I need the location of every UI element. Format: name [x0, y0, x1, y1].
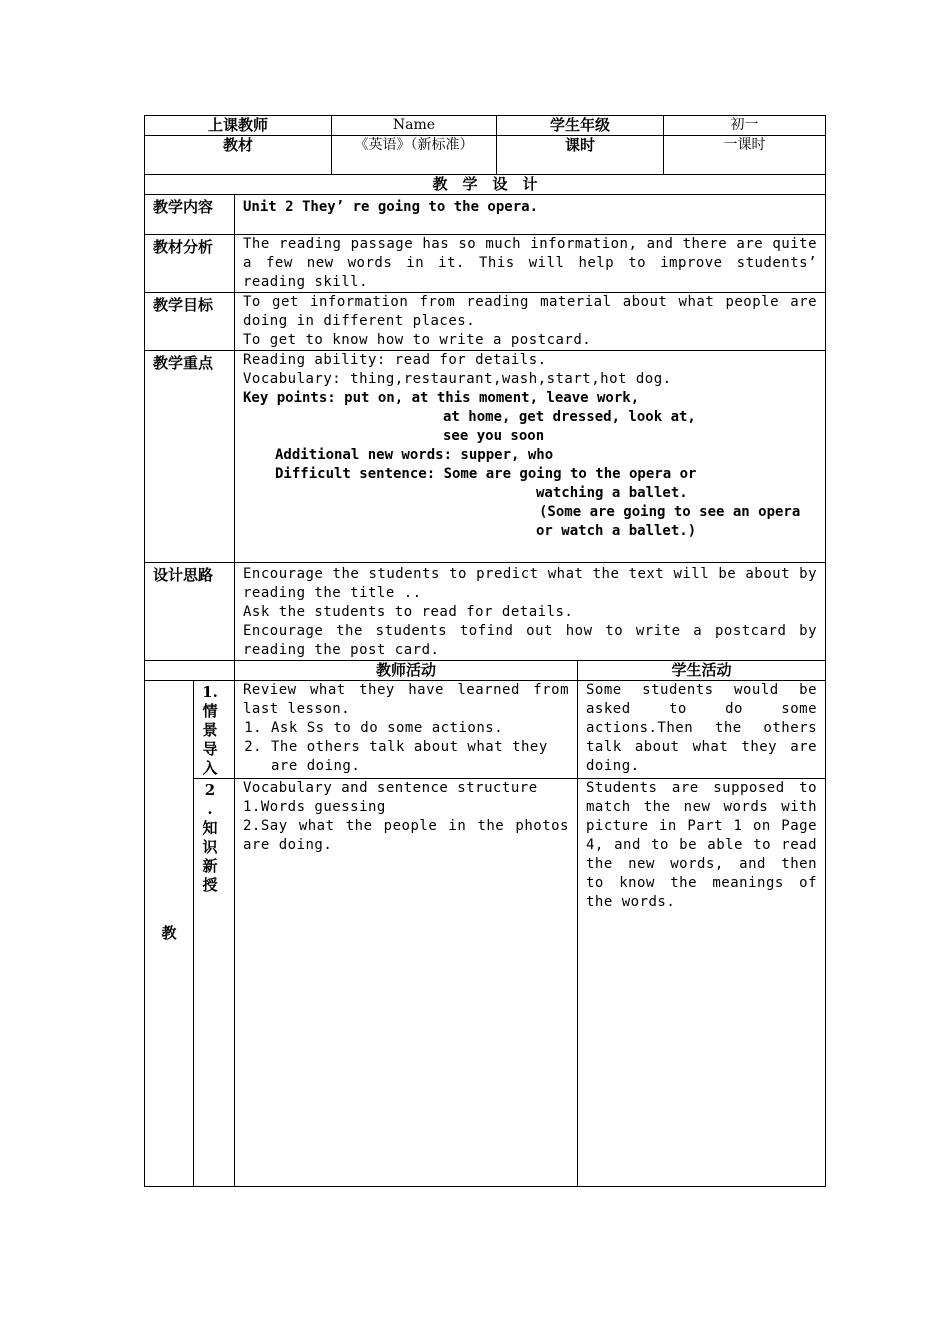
- key-line: at home, get dressed, look at,: [443, 409, 696, 425]
- period-label: 课时: [497, 136, 664, 175]
- step-label-char: 导: [202, 740, 218, 758]
- key-line: Additional new words: supper, who: [275, 447, 554, 463]
- objective-line: To get to know how to write a postcard.: [243, 332, 592, 348]
- teacher-value: Name: [332, 116, 497, 136]
- key-line: watching a ballet.: [536, 485, 688, 501]
- step-label-char: 新: [202, 857, 218, 875]
- design-idea-label: 设计思路: [145, 563, 235, 661]
- step-label-char: 2: [204, 781, 216, 799]
- content-row: [145, 195, 826, 235]
- step-row-1: [145, 681, 826, 779]
- key-line: Vocabulary: thing,restaurant,wash,start,hot dog.: [243, 371, 672, 387]
- design-title-row: [145, 175, 826, 195]
- step-label-char: 情: [202, 702, 218, 720]
- analysis-label: 教材分析: [145, 235, 235, 293]
- key-points-text: [235, 351, 826, 563]
- step-label-char: 景: [202, 721, 218, 739]
- step-label-char: 知: [202, 819, 218, 837]
- idea-line: Ask the students to read for details.: [243, 604, 574, 620]
- grade-label: 学生年级: [497, 116, 664, 136]
- content-label: 教学内容: [145, 195, 235, 235]
- teacher-label: 上课教师: [145, 116, 332, 136]
- step-2-student: Students are supposed to match the new words with picture in Part 1 on Page 4, and to be able to read the new words, and then to know the meanings of the words.: [578, 779, 826, 1187]
- teacher-line: 2.Say what the people in the photos are doing.: [243, 818, 569, 853]
- design-idea-text: [235, 563, 826, 661]
- key-line: (Some are going to see an opera: [539, 504, 801, 520]
- design-title: 教 学 设 计: [145, 175, 826, 195]
- analysis-row: [145, 235, 826, 293]
- step-label-char: 入: [202, 759, 218, 777]
- header-row-1: [145, 116, 826, 136]
- analysis-text: The reading passage has so much information, and there are quite a few new words in it. This will help to improve students’ reading skill.: [235, 235, 826, 293]
- teacher-list-item: 2. The others talk about what they are doing.: [271, 738, 569, 776]
- design-idea-row: [145, 563, 826, 661]
- teacher-line: Vocabulary and sentence structure: [243, 780, 538, 796]
- objectives-text: [235, 293, 826, 351]
- key-line: Key points: put on, at this moment, leave work,: [243, 390, 640, 406]
- step-label-char: 识: [202, 838, 218, 856]
- step-1-label: [194, 681, 235, 779]
- activity-header-row: [145, 661, 826, 681]
- step-1-teacher: [235, 681, 578, 779]
- step-label-char: .: [207, 800, 213, 818]
- step-row-2: [145, 779, 826, 1187]
- material-label: 教材: [145, 136, 332, 175]
- key-points-row: [145, 351, 826, 563]
- key-points-label: 教学重点: [145, 351, 235, 563]
- teacher-line: 1.Words guessing: [243, 799, 386, 815]
- header-row-2: [145, 136, 826, 175]
- student-activity-header: 学生活动: [578, 661, 826, 681]
- objective-line: To get information from reading material about what people are doing in different places.: [243, 294, 818, 329]
- teacher-list-item: 1. Ask Ss to do some actions.: [271, 719, 569, 738]
- step-2-teacher: [235, 779, 578, 1187]
- material-value: 《英语》（新标准）: [332, 136, 497, 175]
- key-line: or watch a ballet.): [536, 523, 697, 539]
- section-label: 教: [145, 681, 194, 1187]
- period-value: 一课时: [664, 136, 826, 175]
- step-label-char: 授: [202, 876, 218, 894]
- step-2-label: [194, 779, 235, 1187]
- activity-header-blank: [145, 661, 235, 681]
- teacher-list: [243, 719, 569, 776]
- objectives-row: [145, 293, 826, 351]
- teacher-activity-header: 教师活动: [235, 661, 578, 681]
- step-1-student: Some students would be asked to do some actions.Then the others talk about what they are doing.: [578, 681, 826, 779]
- content-text: Unit 2 They’ re going to the opera.: [235, 195, 826, 235]
- key-line: Reading ability: read for details.: [243, 352, 547, 368]
- idea-line: Encourage the students to predict what the text will be about by reading the title ..: [243, 566, 818, 601]
- grade-value: 初一: [664, 116, 826, 136]
- teacher-intro: Review what they have learned from last lesson.: [243, 682, 569, 717]
- idea-line: Encourage the students tofind out how to write a postcard by reading the post card.: [243, 623, 818, 658]
- objectives-label: 教学目标: [145, 293, 235, 351]
- step-label-char: 1.: [202, 683, 218, 701]
- lesson-plan-table: [144, 115, 826, 1187]
- key-line: Difficult sentence: Some are going to the opera or: [275, 466, 697, 482]
- key-line: see you soon: [443, 428, 545, 444]
